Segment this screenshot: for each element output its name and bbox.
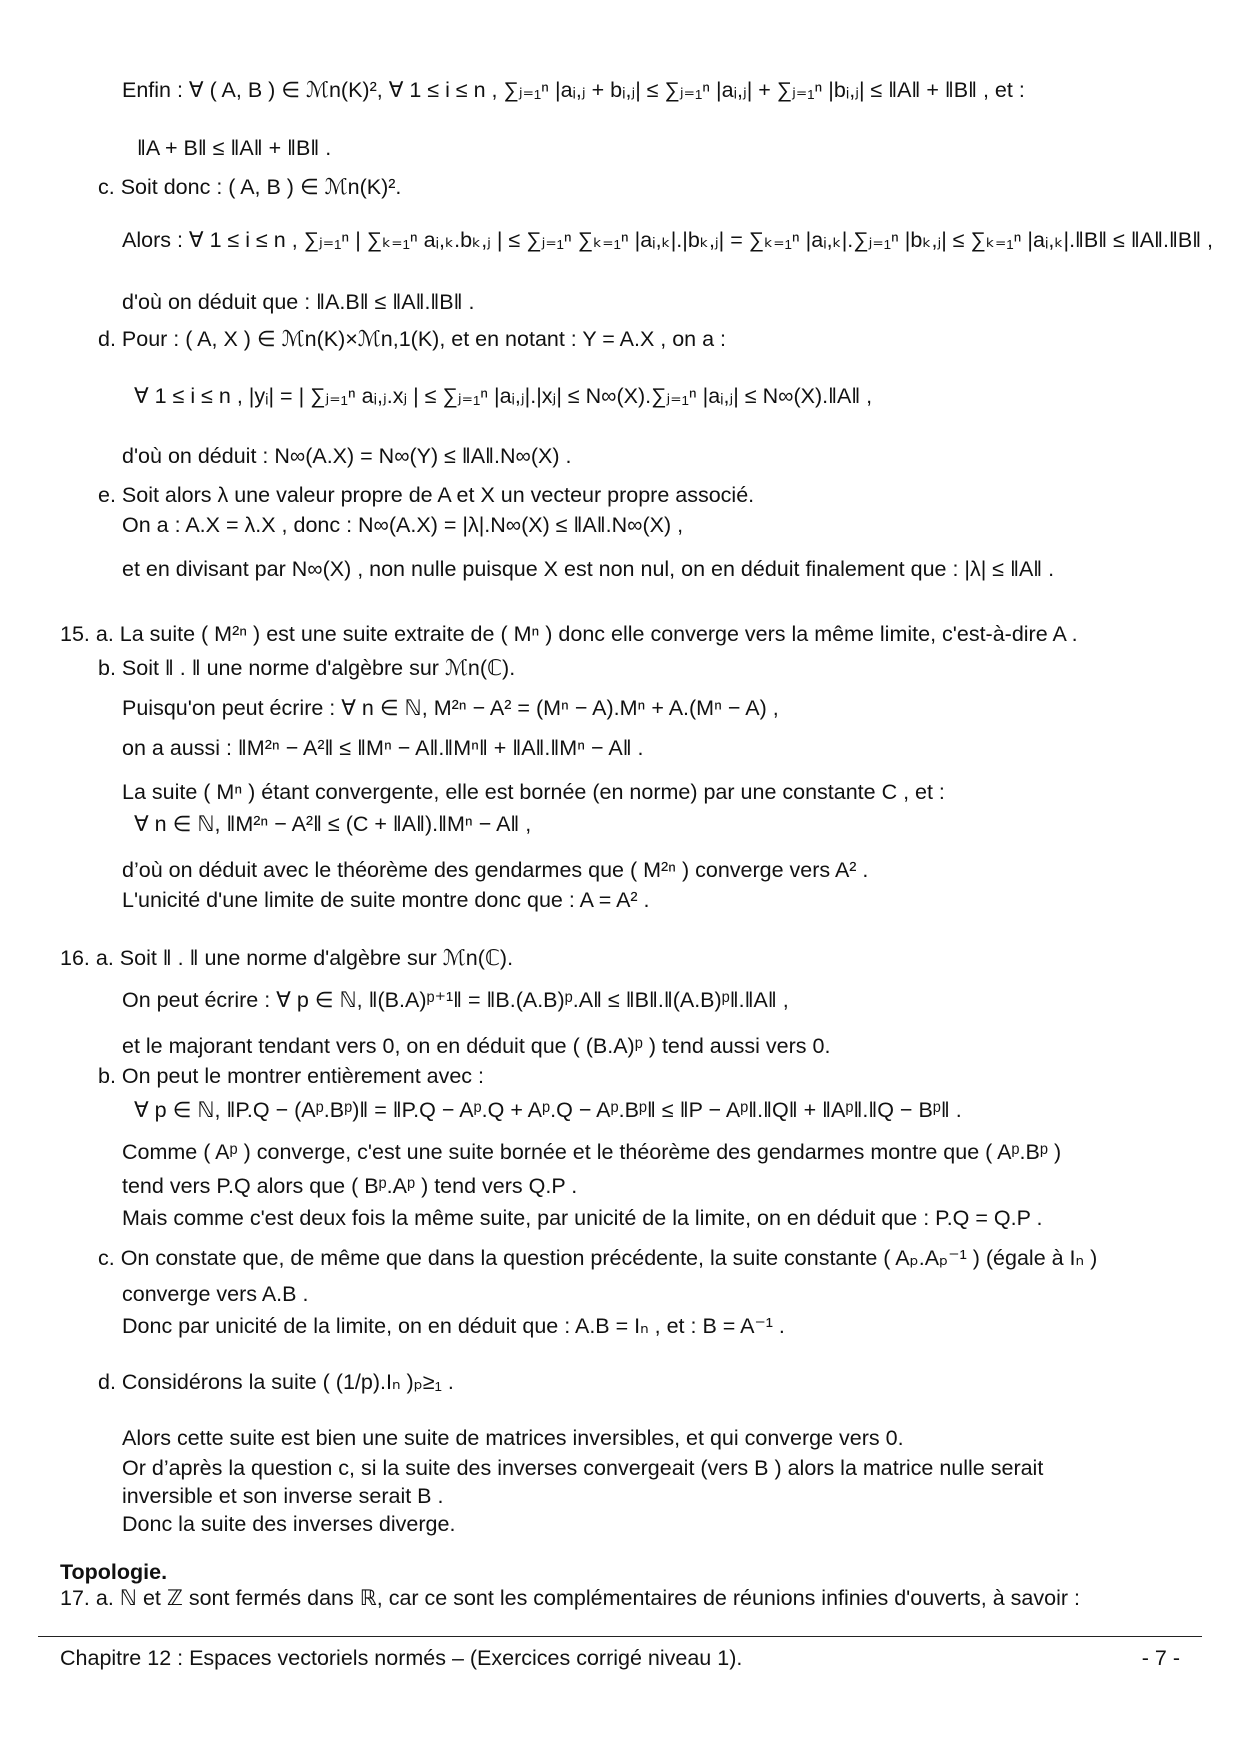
line-triangle-inequality: ‖A + B‖ ≤ ‖A‖ + ‖B‖ . xyxy=(137,136,332,160)
line-pq-bound: ∀ p ∈ ℕ, ‖P.Q − (Aᵖ.Bᵖ)‖ = ‖P.Q − Aᵖ.Q + Aᵖ.Q − Aᵖ.Bᵖ‖ ≤ ‖P − Aᵖ‖.‖Q‖ + ‖Aᵖ‖.‖Q − Bᵖ‖ . xyxy=(134,1098,962,1122)
line-tend-vers-pq: tend vers P.Q alors que ( Bᵖ.Aᵖ ) tend vers Q.P . xyxy=(122,1174,578,1198)
line-enfin: Enfin : ∀ ( A, B ) ∈ ℳn(K)², ∀ 1 ≤ i ≤ n , ∑ⱼ₌₁ⁿ |aᵢ,ⱼ + bᵢ,ⱼ| ≤ ∑ⱼ₌₁ⁿ |aᵢ,ⱼ| + ∑ⱼ₌₁ⁿ |bᵢ,ⱼ| ≤ ‖A‖ + ‖B‖ , et : xyxy=(122,78,1025,102)
line-yi-bound: ∀ 1 ≤ i ≤ n , |yᵢ| = | ∑ⱼ₌₁ⁿ aᵢ,ⱼ.xⱼ | ≤ ∑ⱼ₌₁ⁿ |aᵢ,ⱼ|.|xⱼ| ≤ N∞(X).∑ⱼ₌₁ⁿ |aᵢ,ⱼ| ≤ N∞(X).‖A‖ , xyxy=(134,384,873,408)
line-inversible: inversible et son inverse serait B . xyxy=(122,1484,444,1508)
line-c-soit-donc: c. Soit donc : ( A, B ) ∈ ℳn(K)². xyxy=(98,175,402,199)
line-on-a-aussi: on a aussi : ‖M²ⁿ − A²‖ ≤ ‖Mⁿ − A‖.‖Mⁿ‖ + ‖A‖.‖Mⁿ − A‖ . xyxy=(122,736,644,760)
line-16a: 16. a. Soit ‖ . ‖ une norme d'algèbre sur ℳn(ℂ). xyxy=(60,946,514,970)
section-heading-topologie: Topologie. xyxy=(60,1560,168,1584)
line-16c: c. On constate que, de même que dans la question précédente, la suite constante ( Aₚ.Aₚ⁻¹ ) (égale à Iₙ ) xyxy=(98,1246,1098,1270)
line-on-a: On a : A.X = λ.X , donc : N∞(A.X) = |λ|.N∞(X) ≤ ‖A‖.N∞(X) , xyxy=(122,513,684,537)
line-17a: 17. a. ℕ et ℤ sont fermés dans ℝ, car ce sont les complémentaires de réunions infinies d'ouverts, à savoir : xyxy=(60,1586,1080,1610)
line-on-peut-ecrire: On peut écrire : ∀ p ∈ ℕ, ‖(B.A)ᵖ⁺¹‖ = ‖B.(A.B)ᵖ.A‖ ≤ ‖B‖.‖(A.B)ᵖ‖.‖A‖ , xyxy=(122,988,789,1012)
footer-chapter-title: Chapitre 12 : Espaces vectoriels normés – (Exercices corrigé niveau 1). xyxy=(60,1646,743,1670)
line-15a: 15. a. La suite ( M²ⁿ ) est une suite extraite de ( Mⁿ ) donc elle converge vers la même limite, c'est-à-dire A . xyxy=(60,622,1078,646)
footer-page-number: - 7 - xyxy=(1141,1646,1180,1670)
line-16d: d. Considérons la suite ( (1/p).Iₙ )ₚ≥₁ . xyxy=(98,1370,454,1394)
line-bound-c: ∀ n ∈ ℕ, ‖M²ⁿ − A²‖ ≤ (C + ‖A‖).‖Mⁿ − A‖ , xyxy=(134,812,532,836)
line-converge-ab: converge vers A.B . xyxy=(122,1282,309,1306)
line-or-d-apres: Or d’après la question c, si la suite des inverses convergeait (vers B ) alors la matrice nulle serait xyxy=(122,1456,1044,1480)
line-alors-sum: Alors : ∀ 1 ≤ i ≤ n , ∑ⱼ₌₁ⁿ | ∑ₖ₌₁ⁿ aᵢ,ₖ.bₖ,ⱼ | ≤ ∑ⱼ₌₁ⁿ ∑ₖ₌₁ⁿ |aᵢ,ₖ|.|bₖ,ⱼ| = ∑ₖ₌₁ⁿ |aᵢ,ₖ|.∑ⱼ₌₁ⁿ |bₖ,ⱼ| ≤ ∑ₖ₌₁ⁿ |aᵢ,ₖ|.‖B‖ ≤ ‖A‖.‖B‖ , xyxy=(122,228,1214,252)
line-diverge: Donc la suite des inverses diverge. xyxy=(122,1512,456,1536)
line-e-valeur-propre: e. Soit alors λ une valeur propre de A et X un vecteur propre associé. xyxy=(98,483,755,507)
line-mais-comme: Mais comme c'est deux fois la même suite, par unicité de la limite, on en déduit que : P.Q = Q.P . xyxy=(122,1206,1043,1230)
line-deduit-produit: d'où on déduit que : ‖A.B‖ ≤ ‖A‖.‖B‖ . xyxy=(122,290,475,314)
line-majorant: et le majorant tendant vers 0, on en déduit que ( (B.A)ᵖ ) tend aussi vers 0. xyxy=(122,1034,831,1058)
line-unicite: L'unicité d'une limite de suite montre donc que : A = A² . xyxy=(122,888,650,912)
line-deduit-ninf: d'où on déduit : N∞(A.X) = N∞(Y) ≤ ‖A‖.N∞(X) . xyxy=(122,444,572,468)
line-puisqu-on: Puisqu'on peut écrire : ∀ n ∈ ℕ, M²ⁿ − A² = (Mⁿ − A).Mⁿ + A.(Mⁿ − A) , xyxy=(122,696,779,720)
line-gendarmes: d’où on déduit avec le théorème des gendarmes que ( M²ⁿ ) converge vers A² . xyxy=(122,858,869,882)
line-d-pour: d. Pour : ( A, X ) ∈ ℳn(K)×ℳn,1(K), et en notant : Y = A.X , on a : xyxy=(98,327,727,351)
line-comme-ap: Comme ( Aᵖ ) converge, c'est une suite bornée et le théorème des gendarmes montre que ( Aᵖ.Bᵖ ) xyxy=(122,1140,1062,1164)
line-alors-suite: Alors cette suite est bien une suite de matrices inversibles, et qui converge vers 0. xyxy=(122,1426,904,1450)
line-donc-unicite: Donc par unicité de la limite, on en déduit que : A.B = Iₙ , et : B = A⁻¹ . xyxy=(122,1314,785,1338)
line-16b: b. On peut le montrer entièrement avec : xyxy=(98,1064,485,1088)
line-15b: b. Soit ‖ . ‖ une norme d'algèbre sur ℳn(ℂ). xyxy=(98,656,516,680)
footer-rule xyxy=(38,1636,1202,1637)
line-en-divisant: et en divisant par N∞(X) , non nulle puisque X est non nul, on en déduit finalement que : |λ| ≤ ‖A‖ . xyxy=(122,557,1055,581)
line-la-suite-mn: La suite ( Mⁿ ) étant convergente, elle est bornée (en norme) par une constante C , et : xyxy=(122,780,945,804)
